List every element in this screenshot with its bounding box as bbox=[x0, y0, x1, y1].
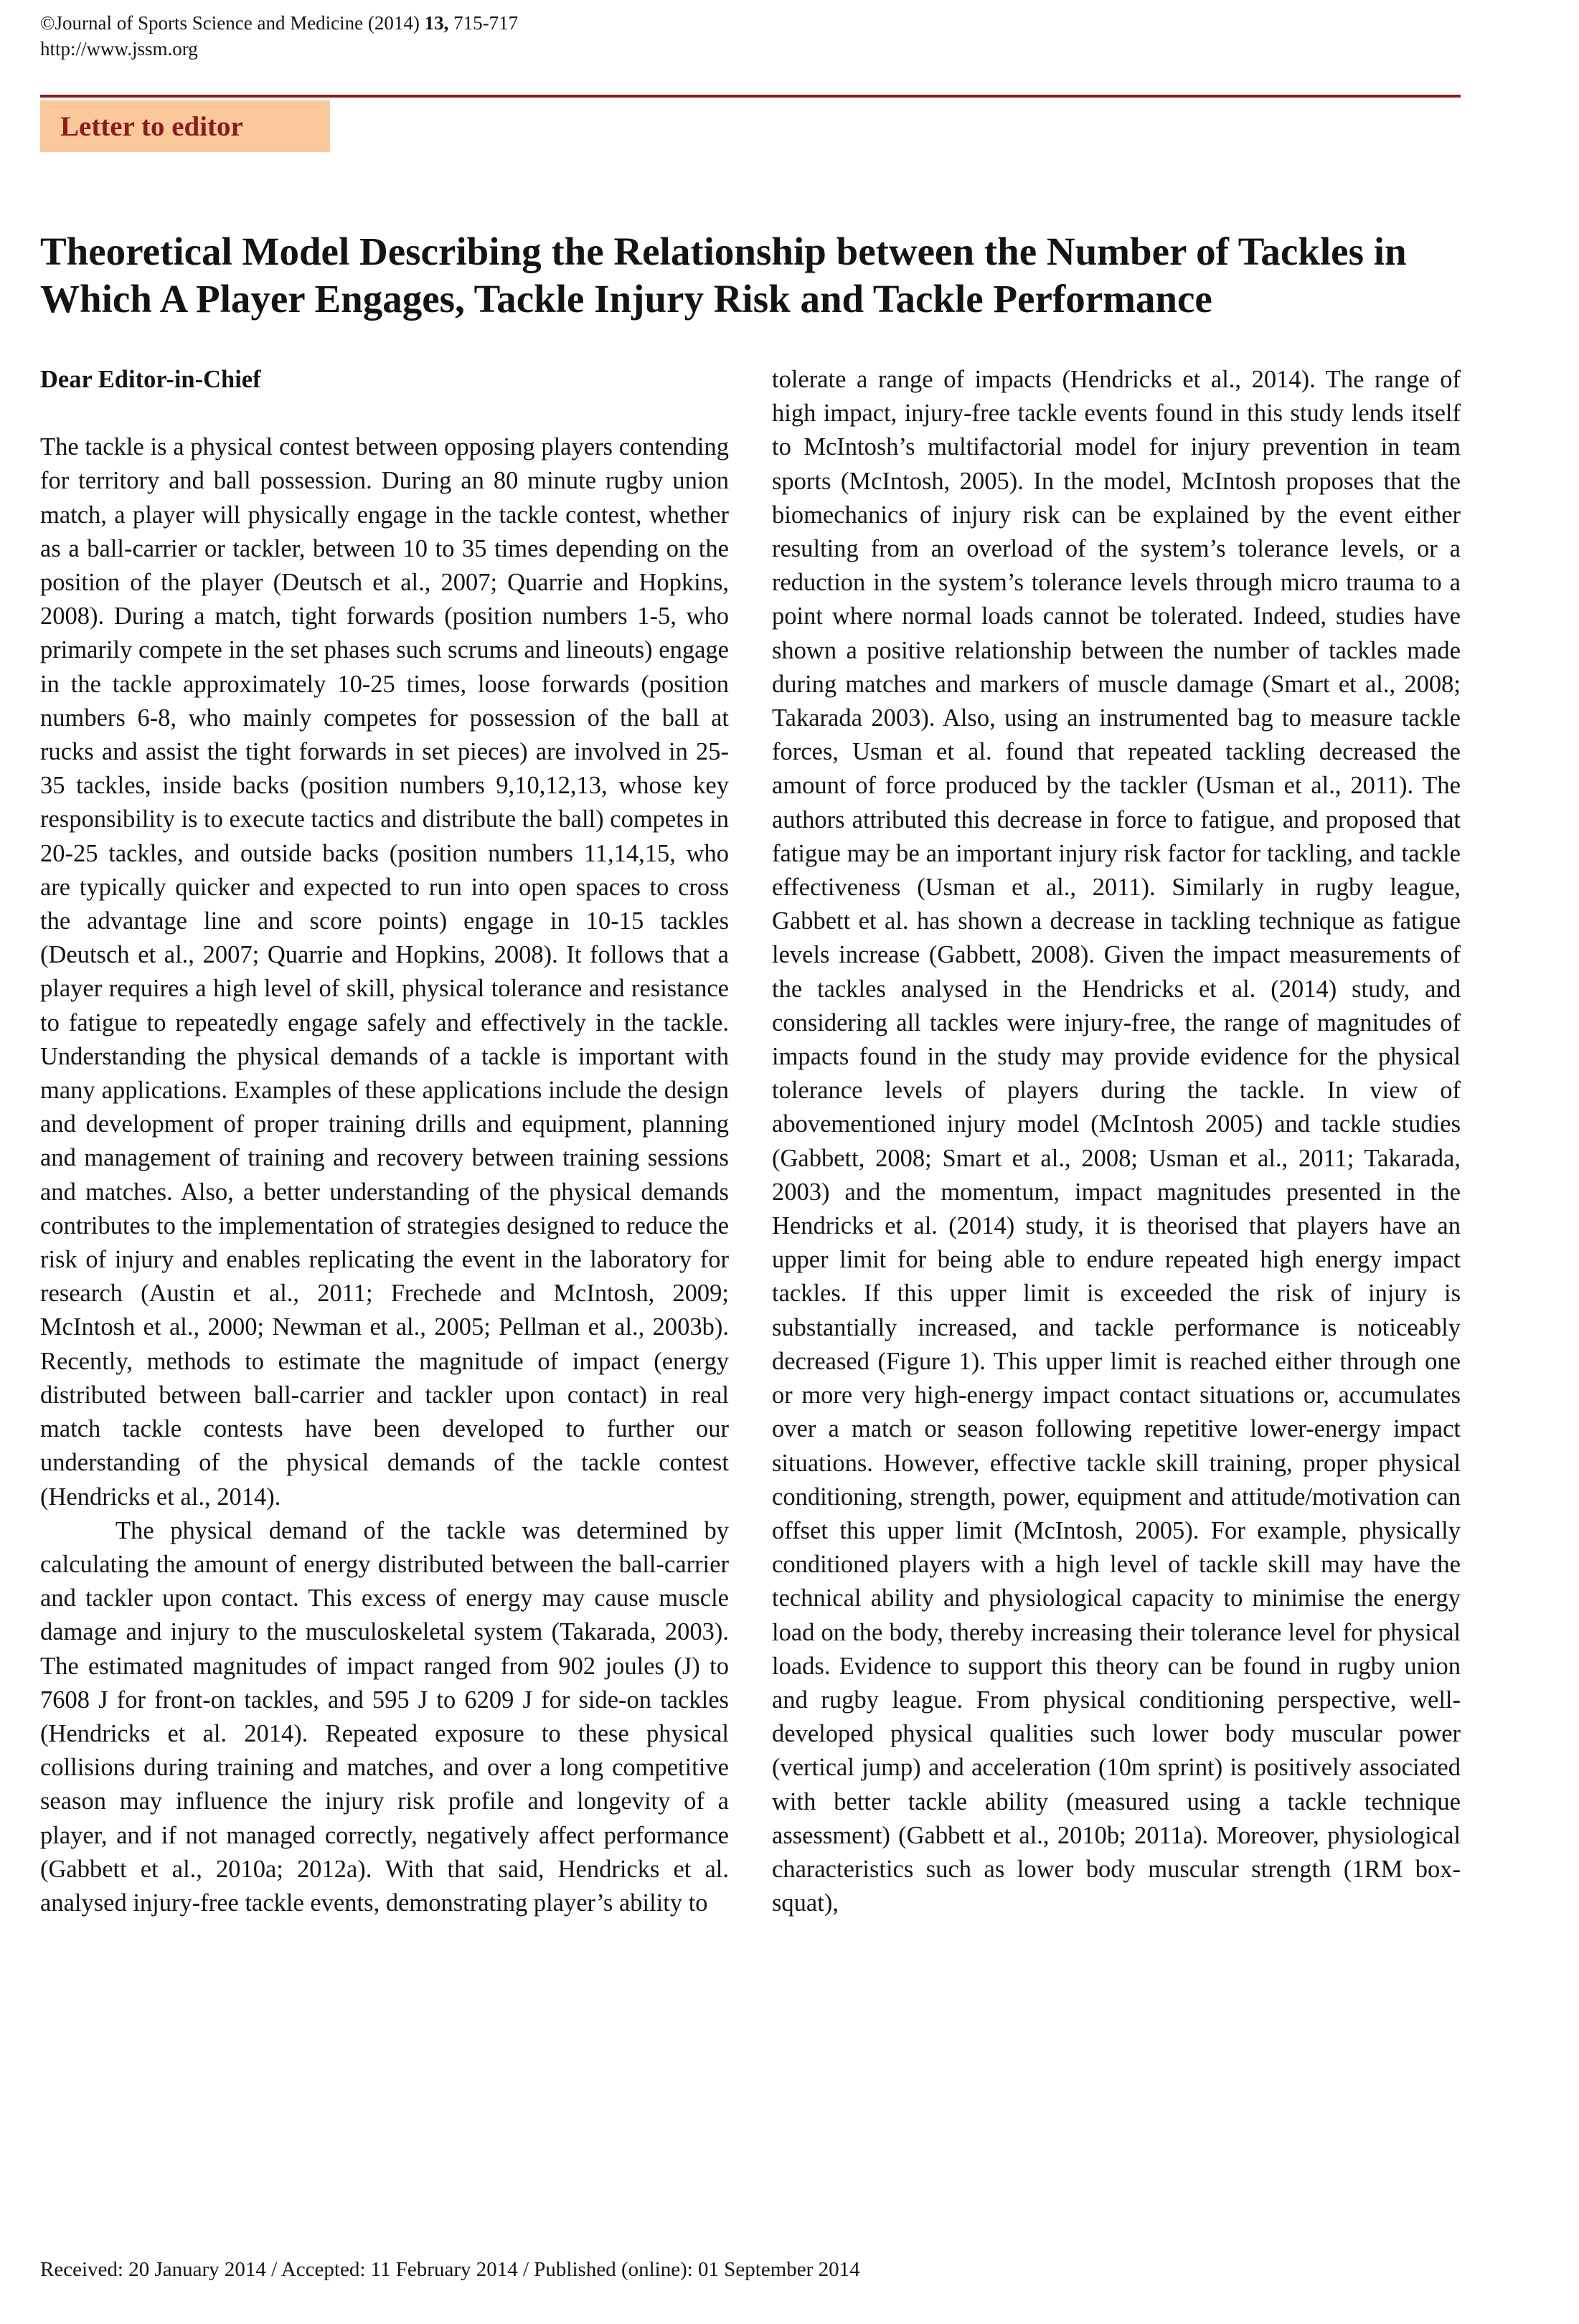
publication-dates-footer: Received: 20 January 2014 / Accepted: 11 February 2014 / Published (online): 01 September 2014 bbox=[40, 2258, 860, 2281]
journal-header bbox=[40, 10, 518, 62]
journal-citation-prefix: ©Journal of Sports Science and Medicine (2014) bbox=[40, 12, 425, 34]
header-divider bbox=[40, 95, 1461, 98]
body-paragraph-2: The physical demand of the tackle was determined by calculating the amount of energy distributed between the ball-carrier and tackler upon contact. This excess of energy may cause muscle damage and injury to the musculoskeletal system (Takarada, 2003). The estimated magnitudes of impact ranged from 902 joules (J) to 7608 J for front-on tackles, and 595 J to 6209 J for side-on tackles (Hendricks et al. 2014). Repeated exposure to these physical collisions during training and matches, and over a long competitive season may influence the injury risk profile and longevity of a player, and if not managed correctly, negatively affect performance (Gabbett et al., 2010a; 2012a). With that said, Hendricks et al. analysed injury-free tackle events, demonstrating player’s ability to bbox=[40, 1516, 729, 1917]
left-column bbox=[40, 363, 729, 1920]
article-title: Theoretical Model Describing the Relationship between the Number of Tackles in Which A Player Engages, Tackle Injury Risk and Tackle Performance bbox=[40, 230, 1407, 321]
salutation: Dear Editor-in-Chief bbox=[40, 366, 261, 393]
journal-volume: 13, bbox=[424, 12, 449, 34]
journal-pages: 715-717 bbox=[448, 12, 519, 34]
journal-citation bbox=[40, 10, 518, 36]
journal-url[interactable]: http://www.jssm.org bbox=[40, 38, 198, 60]
body-paragraph-1: The tackle is a physical contest between opposing players contending for territory and ball possession. During an 80 minute rugby union match, a player will physically engage in the tackle contest, whether as a ball-carrier or tackler, between 10 to 35 times depending on the position of the player (Deutsch et al., 2007; Quarrie and Hopkins, 2008). During a match, tight forwards (position numbers 1-5, who primarily compete in the set phases such scrums and lineouts) engage in the tackle approximately 10-25 times, loose forwards (position numbers 6-8, who mainly competes for possession of the ball at rucks and assist the tight forwards in set pieces) are involved in 25-35 tackles, inside backs (position numbers 9,10,12,13, whose key responsibility is to execute tactics and distribute the ball) competes in 20-25 tackles, and outside backs (position numbers 11,14,15, who are typically quicker and expected to run into open spaces to cross the advantage line and score points) engage in 10-15 tackles (Deutsch et al., 2007; Quarrie and Hopkins, 2008). It follows that a player requires a high level of skill, physical tolerance and resistance to fatigue to repeatedly engage safely and effectively in the tackle. Understanding the physical demands of a tackle is important with many applications. Examples of these applications include the design and development of proper training drills and equipment, planning and management of training and recovery between training sessions and matches. Also, a better understanding of the physical demands contributes to the implementation of strategies designed to reduce the risk of injury and enables replicating the event in the laboratory for research (Austin et al., 2011; Frechede and McIntosh, 2009; McIntosh et al., 2000; Newman et al., 2005; Pellman et al., 2003b). Recently, methods to estimate the magnitude of impact (energy distributed between ball-carrier and tackler upon contact) in real match tackle contests have been developed to further our understanding of the physical demands of the tackle contest (Hendricks et al., 2014). bbox=[40, 433, 730, 1511]
article-type-label: Letter to editor bbox=[60, 110, 243, 142]
body-paragraph-3: tolerate a range of impacts (Hendricks et al., 2014). The range of high impact, injury-free tackle events found in this study lends itself to McIntosh’s multifactorial model for injury prevention in team sports (McIntosh, 2005). In the model, McIntosh proposes that the biomechanics of injury risk can be explained by the event either resulting from an overload of the system’s tolerance levels, or a reduction in the system’s tolerance levels through micro trauma to a point where normal loads cannot be tolerated. Indeed, studies have shown a positive relationship between the number of tackles made during matches and markers of muscle damage (Smart et al., 2008; Takarada 2003). Also, using an instrumented bag to measure tackle forces, Usman et al. found that repeated tackling decreased the amount of force produced by the tackler (Usman et al., 2011). The authors attributed this decrease in force to fatigue, and proposed that fatigue may be an important injury risk factor for tackling, and tackle effectiveness (Usman et al., 2011). Similarly in rugby league, Gabbett et al. has shown a decrease in tackling technique as fatigue levels increase (Gabbett, 2008). Given the impact measurements of the tackles analysed in the Hendricks et al. (2014) study, and considering all tackles were injury-free, the range of magnitudes of impacts found in the study may provide evidence for the physical tolerance levels of players during the tackle. In view of abovementioned injury model (McIntosh 2005) and tackle studies (Gabbett, 2008; Smart et al., 2008; Usman et al., 2011; Takarada, 2003) and the momentum, impact magnitudes presented in the Hendricks et al. (2014) study, it is theorised that players have an upper limit for being able to endure repeated high energy impact tackles. If this upper limit is exceeded the risk of injury is substantially increased, and tackle performance is noticeably decreased (Figure 1). This upper limit is reached either through one or more very high-energy impact contact situations or, accumulates over a match or season following repetitive lower-energy impact situations. However, effective tackle skill training, proper physical conditioning, strength, power, equipment and attitude/motivation can offset this upper limit (McIntosh, 2005). For example, physically conditioned players with a high level of tackle skill may have the technical ability and physiological capacity to minimise the energy load on the body, thereby increasing their tolerance level for physical loads. Evidence to support this theory can be found in rugby union and rugby league. From physical conditioning perspective, well-developed physical qualities such lower body muscular power (vertical jump) and acceleration (10m sprint) is positively associated with better tackle ability (measured using a tackle technique assessment) (Gabbett et al., 2010b; 2011a). Moreover, physiological characteristics such as lower body muscular strength (1RM box-squat), bbox=[772, 366, 1461, 1917]
right-column bbox=[772, 363, 1461, 1920]
article-type-badge bbox=[40, 100, 330, 152]
